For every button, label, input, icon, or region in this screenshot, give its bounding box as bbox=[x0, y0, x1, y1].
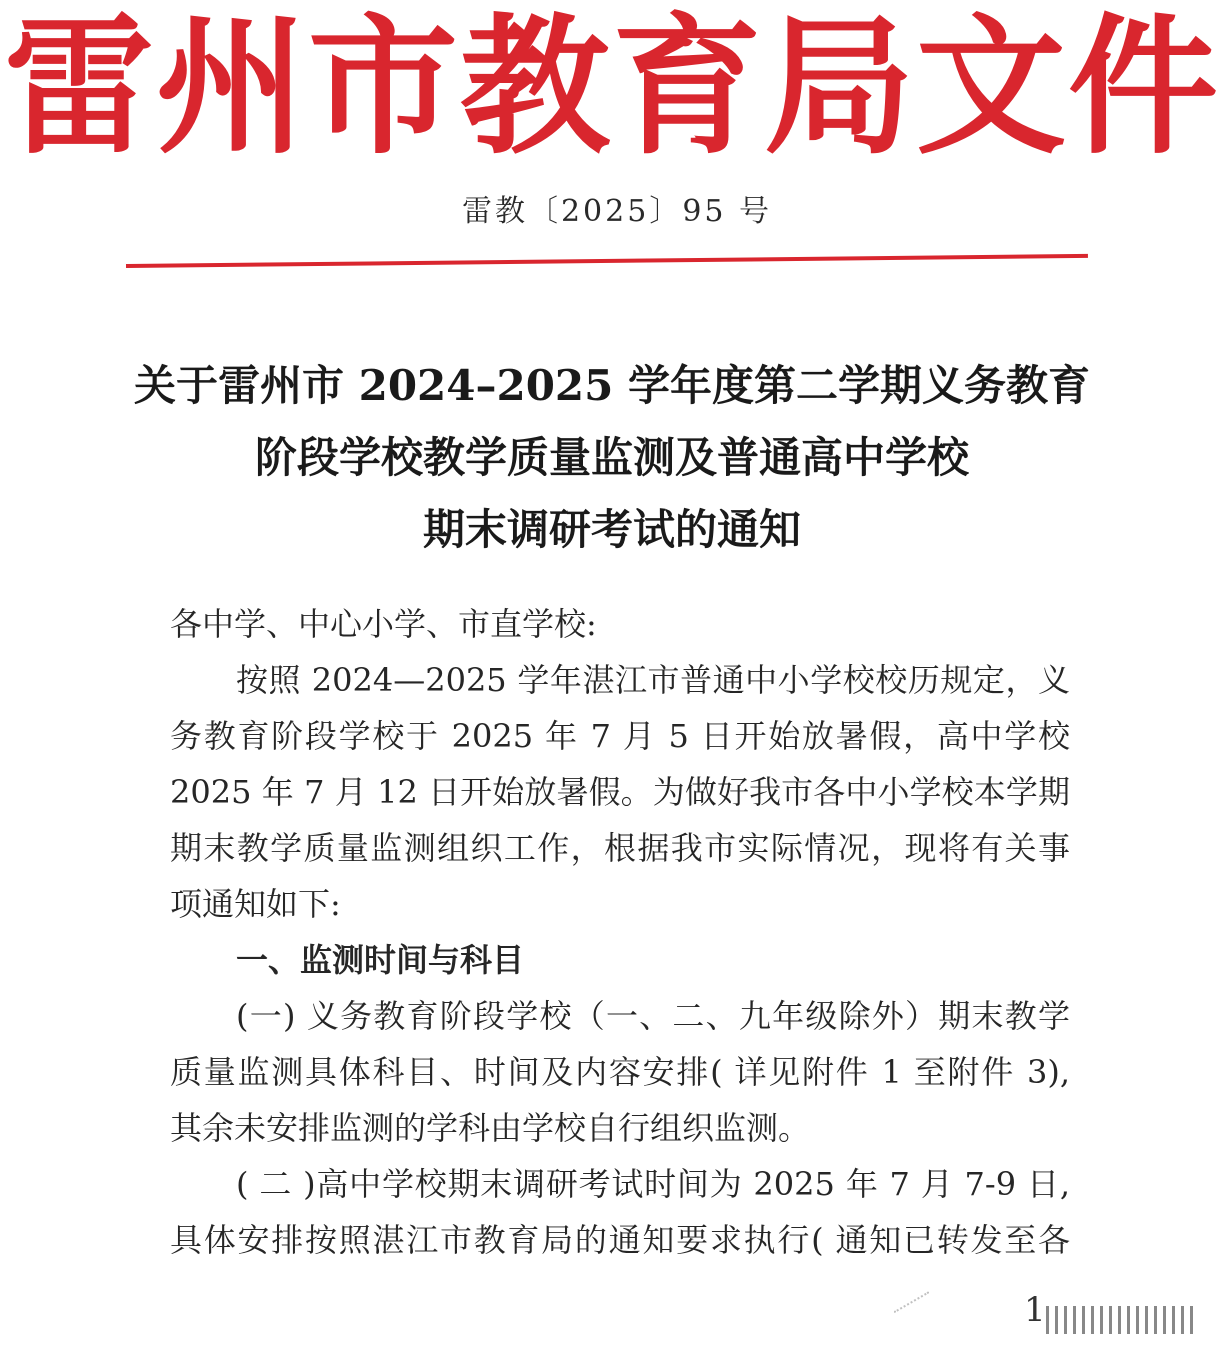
red-header-title: 雷州市教育局文件 bbox=[3, 0, 1220, 175]
paragraph-1-line-1: 按照 2024—2025 学年湛江市普通中小学校校历规定，义 bbox=[236, 661, 1070, 699]
notice-title-line-3: 期末调研考试的通知 bbox=[422, 505, 801, 554]
item-1-line-2: 质量监测具体科目、时间及内容安排( 详见附件 1 至附件 3), bbox=[170, 1053, 1070, 1091]
paragraph-1-line-4: 期末教学质量监测组织工作，根据我市实际情况，现将有关事 bbox=[170, 829, 1070, 867]
notice-title-line-1: 关于雷州市 2024–2025 学年度第二学期义务教育 bbox=[133, 361, 1091, 410]
red-separator-line bbox=[126, 254, 1088, 268]
paragraph-1-line-2: 务教育阶段学校于 2025 年 7 月 5 日开始放暑假，高中学校 bbox=[170, 717, 1070, 755]
addressee: 各中学、中心小学、市直学校: bbox=[170, 605, 597, 643]
notice-body bbox=[170, 596, 1070, 1268]
paragraph-1-line-5: 项通知如下: bbox=[170, 885, 341, 923]
notice-title bbox=[0, 350, 1224, 566]
item-1-line-3: 其余未安排监测的学科由学校自行组织监测。 bbox=[170, 1109, 811, 1147]
page-number: 1 bbox=[1024, 1290, 1046, 1330]
scan-artifact bbox=[894, 1291, 939, 1328]
item-2-line-2: 具体安排按照湛江市教育局的通知要求执行( 通知已转发至各 bbox=[170, 1221, 1070, 1259]
section-1-heading: 一、监测时间与科目 bbox=[236, 941, 525, 979]
document-number: 雷教〔2025〕95 号 bbox=[461, 194, 773, 229]
item-2-line-1: ( 二 )高中学校期末调研考试时间为 2025 年 7 月 7-9 日, bbox=[236, 1165, 1070, 1203]
scan-edge-mark bbox=[1046, 1306, 1194, 1334]
item-1-line-1: (一) 义务教育阶段学校（一、二、九年级除外）期末教学 bbox=[236, 997, 1070, 1035]
notice-title-line-2: 阶段学校教学质量监测及普通高中学校 bbox=[254, 433, 969, 482]
paragraph-1-line-3: 2025 年 7 月 12 日开始放暑假。为做好我市各中小学校本学期 bbox=[170, 773, 1070, 811]
